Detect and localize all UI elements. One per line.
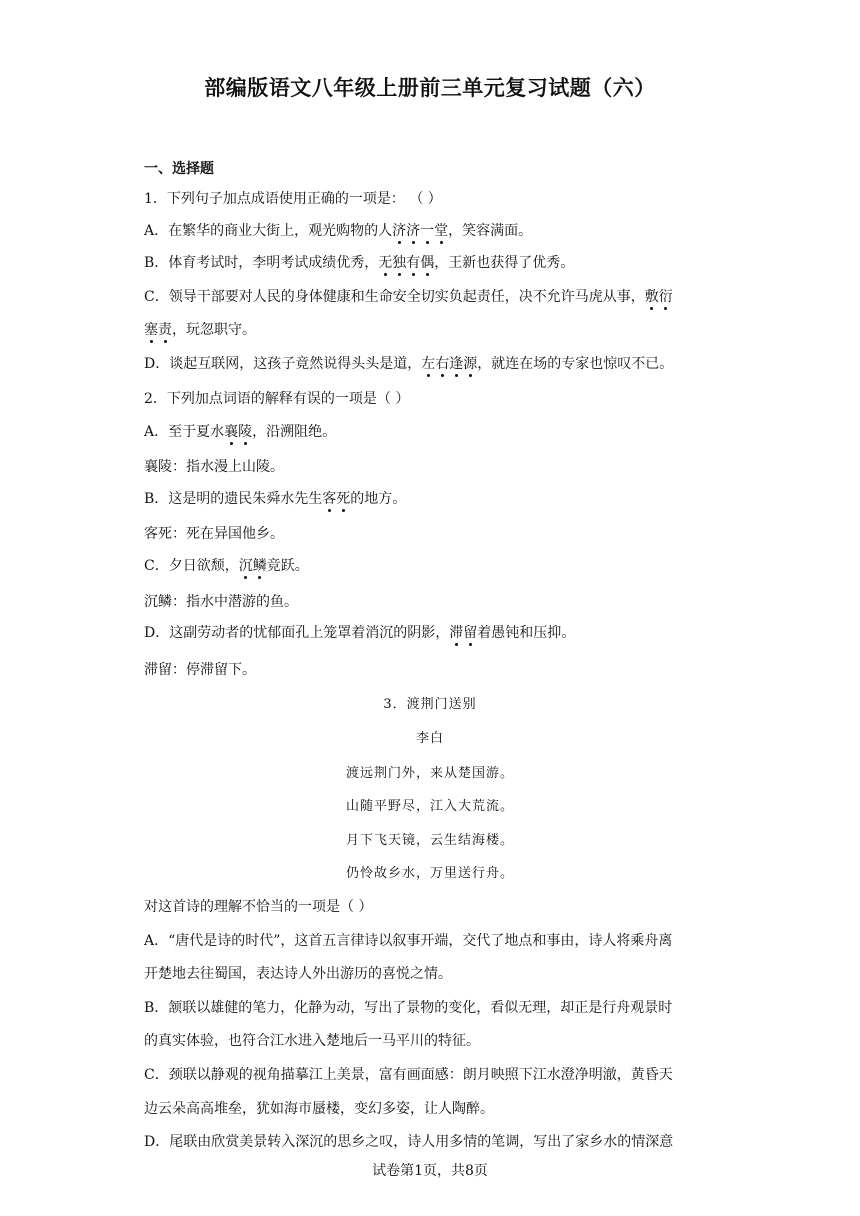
q2-option-a: A．至于夏水襄陵，沿溯阻绝。	[144, 424, 337, 440]
q1-c-dotted-idiom-part2	[144, 322, 172, 338]
poem-line: 山随平野尽，江入大荒流。	[345, 799, 514, 814]
q3-option-b-line1: B．颔联以雄健的笔力，化静为动，写出了景物的变化，看似无理，却正是行舟观景时	[144, 1000, 673, 1016]
q2-d-explanation: 滞留：停滞留下。	[144, 662, 256, 678]
emphasis-dot-char: 衍	[658, 289, 673, 305]
q2-option-c: C．夕日欲颓，沉鳞竞跃。	[144, 558, 309, 574]
q1-d-dotted-idiom	[421, 356, 477, 372]
q3-option-c-line1: C．颈联以静观的视角描摹江上美景，富有画面感：朗月映照下江水澄净明澈，黄昏天	[144, 1067, 673, 1083]
page-footer: 试卷第1页，共8页	[372, 1163, 488, 1179]
emphasis-dot-char: 客	[322, 491, 337, 507]
q1-c-dotted-idiom-part1	[645, 289, 673, 305]
q2-stem: 2．下列加点词语的解释有误的一项是（ ）	[144, 391, 410, 407]
q2-c-dotted-word	[239, 558, 267, 574]
emphasis-dot-char: 滞	[449, 625, 464, 641]
emphasis-dot-char: 襄	[224, 424, 239, 440]
q1-stem: 1．下列句子加点成语使用正确的一项是： （ ）	[144, 191, 442, 207]
q3-option-a-line2: 开楚地去往蜀国，表达诗人外出游历的喜悦之情。	[144, 966, 452, 982]
emphasis-dot-char: 右	[435, 356, 450, 372]
q3-option-b-line2: 的真实体验，也符合江水进入楚地后一马平川的特征。	[144, 1033, 480, 1049]
q2-d-dotted-word	[449, 625, 477, 641]
q1-option-c-line1: C．领导干部要对人民的身体健康和生命安全切实负起责任，决不允许马虎从事，敷衍	[144, 289, 673, 305]
emphasis-dot-char: 济	[406, 223, 421, 239]
emphasis-dot-char: 逢	[449, 356, 464, 372]
q1-a-dotted-idiom	[392, 223, 448, 239]
poem-line: 仍怜故乡水，万里送行舟。	[345, 866, 514, 881]
emphasis-dot-char: 敷	[644, 289, 659, 305]
emphasis-dot-char: 源	[463, 356, 478, 372]
q2-c-explanation: 沉鳞：指水中潜游的鱼。	[144, 594, 298, 610]
emphasis-dot-char: 济	[392, 223, 407, 239]
q1-option-d: D．谈起互联网，这孩子竟然说得头头是道，左右逢源，就连在场的专家也惊叹不已。	[144, 356, 674, 372]
emphasis-dot-char: 无	[378, 255, 393, 271]
q3-option-a-line1: A．“唐代是诗的时代”，这首五言律诗以叙事开端，交代了地点和事由，诗人将乘舟离	[144, 933, 673, 949]
poem-author: 李白	[415, 731, 444, 746]
q3-stem: 对这首诗的理解不恰当的一项是（ ）	[144, 899, 373, 915]
poem-line: 月下飞天镜，云生结海楼。	[345, 833, 514, 848]
section-heading: 一、选择题	[144, 161, 214, 177]
q1-option-a: A．在繁华的商业大街上，观光购物的人济济一堂，笑容满面。	[144, 223, 533, 239]
q1-option-b: B．体育考试时，李明考试成绩优秀，无独有偶，王新也获得了优秀。	[144, 255, 575, 271]
q2-b-dotted-word	[322, 491, 350, 507]
q3-option-c-line2: 边云朵高高堆垒，犹如海市蜃楼，变幻多姿，让人陶醉。	[144, 1101, 494, 1117]
poem-title: 3．渡荆门送别	[383, 697, 477, 712]
q1-option-c-line2: 塞责，玩忽职守。	[144, 322, 256, 338]
q3-option-d-line1: D．尾联由欣赏美景转入深沉的思乡之叹，诗人用多情的笔调，写出了家乡水的情深意	[144, 1134, 674, 1150]
q2-option-b: B．这是明的遗民朱舜水先生客死的地方。	[144, 491, 407, 507]
poem-line: 渡远荆门外，来从楚国游。	[345, 766, 514, 781]
emphasis-dot-char: 有	[406, 255, 421, 271]
q2-option-d: D．这副劳动者的忧郁面孔上笼罩着消沉的阴影，滞留着愚钝和压抑。	[144, 625, 576, 641]
emphasis-dot-char: 鳞	[252, 558, 267, 574]
emphasis-dot-char: 独	[392, 255, 407, 271]
emphasis-dot-char: 左	[421, 356, 436, 372]
q2-a-explanation: 襄陵：指水漫上山陵。	[144, 459, 284, 475]
emphasis-dot-char: 陵	[238, 424, 253, 440]
emphasis-dot-char: 死	[336, 491, 351, 507]
emphasis-dot-char: 责	[158, 322, 172, 338]
emphasis-dot-char: 偶	[420, 255, 435, 271]
emphasis-dot-char: 塞	[144, 322, 158, 338]
q2-b-explanation: 客死：死在异国他乡。	[144, 526, 284, 542]
q1-b-dotted-idiom	[378, 255, 434, 271]
page-title: 部编版语文八年级上册前三单元复习试题（六）	[204, 75, 656, 100]
emphasis-dot-char: 一	[420, 223, 435, 239]
emphasis-dot-char: 沉	[238, 558, 253, 574]
emphasis-dot-char: 堂	[434, 223, 449, 239]
emphasis-dot-char: 留	[463, 625, 478, 641]
q2-a-dotted-word	[224, 424, 252, 440]
